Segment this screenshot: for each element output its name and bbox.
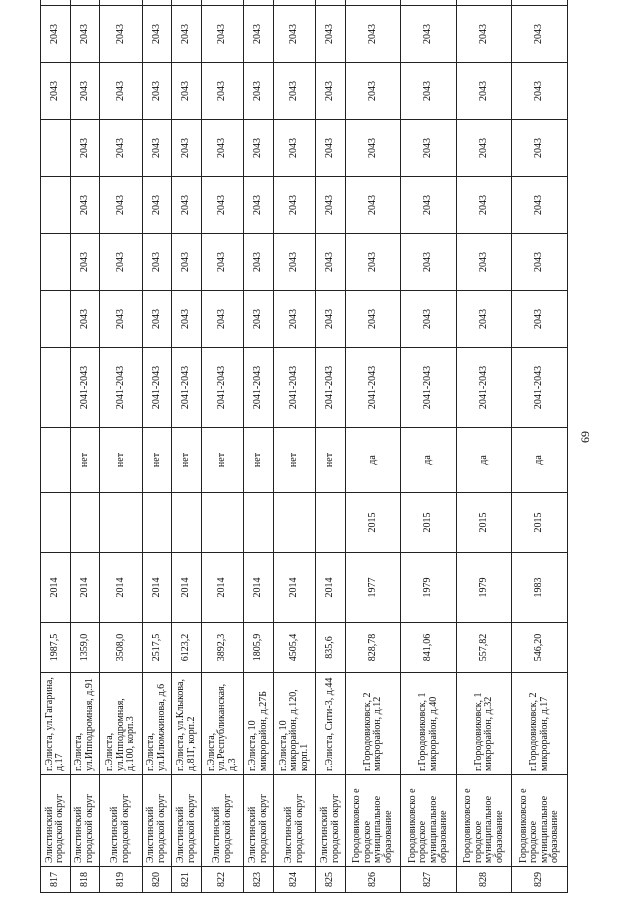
page-number: 69 <box>578 431 592 443</box>
year-cell-d: 2043 <box>142 120 172 177</box>
row-number: 818 <box>70 867 100 893</box>
survey-year-cell <box>273 493 316 553</box>
build-year-cell: 2014 <box>172 553 202 623</box>
year-cell-b: 2043 <box>172 234 202 291</box>
row-number: 823 <box>244 867 274 893</box>
row-number: 825 <box>316 867 346 893</box>
row-number: 824 <box>273 867 316 893</box>
address-cell: г.Элиста, ул.Илюмжинова, д.6 <box>142 673 172 775</box>
build-year-cell: 2014 <box>100 553 143 623</box>
municipality-cell: Городовиковско е городское муниципальное образование <box>346 775 401 867</box>
year-cell-e: 2043 <box>456 63 511 120</box>
year-cell-d: 2043 <box>316 120 346 177</box>
flag-cell: нет <box>273 428 316 493</box>
table-row <box>346 0 401 893</box>
row-number: 822 <box>201 867 244 893</box>
period-cell: 2041-2043 <box>100 348 143 428</box>
survey-year-cell <box>142 493 172 553</box>
table-row <box>244 0 274 893</box>
period-cell <box>41 348 71 428</box>
year-cell-e: 2043 <box>346 63 401 120</box>
period-cell: 2041-2043 <box>201 348 244 428</box>
flag-cell: нет <box>172 428 202 493</box>
survey-year-cell <box>100 493 143 553</box>
year-cell-a: 2043 <box>244 291 274 348</box>
year-cell-c: 2043 <box>401 177 456 234</box>
table-row <box>172 0 202 893</box>
year-cell-a: 2043 <box>512 291 568 348</box>
year-cell-g <box>142 0 172 6</box>
year-cell-c: 2043 <box>142 177 172 234</box>
period-cell: 2041-2043 <box>273 348 316 428</box>
period-cell: 2041-2043 <box>456 348 511 428</box>
year-cell-b: 2043 <box>273 234 316 291</box>
municipality-cell: Элистинский городской округ <box>201 775 244 867</box>
build-year-cell: 2014 <box>70 553 100 623</box>
year-cell-e: 2043 <box>41 63 71 120</box>
row-number: 819 <box>100 867 143 893</box>
year-cell-e: 2043 <box>316 63 346 120</box>
period-cell: 2041-2043 <box>142 348 172 428</box>
build-year-cell: 1977 <box>346 553 401 623</box>
year-cell-b <box>41 234 71 291</box>
year-cell-g <box>172 0 202 6</box>
year-cell-b: 2043 <box>456 234 511 291</box>
area-cell: 1805,9 <box>244 623 274 673</box>
row-number: 828 <box>456 867 511 893</box>
flag-cell: нет <box>100 428 143 493</box>
area-cell: 1359,0 <box>70 623 100 673</box>
address-cell: г.Городовиковск, 1 микрорайон, д.32 <box>456 673 511 775</box>
table-row <box>401 0 456 893</box>
year-cell-g <box>316 0 346 6</box>
municipality-cell: Элистинский городской округ <box>70 775 100 867</box>
year-cell-d: 2043 <box>201 120 244 177</box>
area-cell: 835,6 <box>316 623 346 673</box>
year-cell-d: 2043 <box>244 120 274 177</box>
municipality-cell: Городовиковско е городское муниципальное образование <box>401 775 456 867</box>
year-cell-d: 2043 <box>512 120 568 177</box>
year-cell-c: 2043 <box>273 177 316 234</box>
year-cell-c: 2043 <box>100 177 143 234</box>
area-cell: 2517,5 <box>142 623 172 673</box>
year-cell-c: 2043 <box>512 177 568 234</box>
build-year-cell: 2014 <box>316 553 346 623</box>
build-year-cell: 2014 <box>41 553 71 623</box>
period-cell: 2041-2043 <box>512 348 568 428</box>
area-cell: 546,20 <box>512 623 568 673</box>
build-year-cell: 2014 <box>273 553 316 623</box>
rotated-table-container <box>40 8 568 893</box>
year-cell-a: 2043 <box>172 291 202 348</box>
year-cell-c <box>41 177 71 234</box>
year-cell-d: 2043 <box>273 120 316 177</box>
year-cell-a: 2043 <box>142 291 172 348</box>
year-cell-f: 2043 <box>401 6 456 63</box>
year-cell-f: 2043 <box>244 6 274 63</box>
year-cell-d: 2043 <box>70 120 100 177</box>
year-cell-f: 2043 <box>70 6 100 63</box>
flag-cell: нет <box>70 428 100 493</box>
year-cell-a: 2043 <box>100 291 143 348</box>
survey-year-cell <box>70 493 100 553</box>
year-cell-b: 2043 <box>346 234 401 291</box>
table-row <box>70 0 100 893</box>
address-cell: г.Элиста, 10 микрорайон, д.27Б <box>244 673 274 775</box>
municipality-cell: Элистинский городской округ <box>316 775 346 867</box>
year-cell-f: 2043 <box>201 6 244 63</box>
year-cell-f: 2043 <box>512 6 568 63</box>
year-cell-a: 2043 <box>316 291 346 348</box>
row-number: 826 <box>346 867 401 893</box>
year-cell-g <box>401 0 456 6</box>
address-cell: г.Городовиковск, 1 микрорайон, д.40 <box>401 673 456 775</box>
municipality-cell: Элистинский городской округ <box>100 775 143 867</box>
address-cell: г.Городовиковск, 2 микрорайон, д.17 <box>512 673 568 775</box>
year-cell-g <box>244 0 274 6</box>
survey-year-cell: 2015 <box>456 493 511 553</box>
address-cell: г.Элиста, 10 микрорайон, д.120, корп.1 <box>273 673 316 775</box>
build-year-cell: 1979 <box>456 553 511 623</box>
row-number: 821 <box>172 867 202 893</box>
year-cell-b: 2043 <box>512 234 568 291</box>
year-cell-g <box>273 0 316 6</box>
municipality-cell: Городовиковско е городское муниципальное образование <box>512 775 568 867</box>
area-cell: 841,06 <box>401 623 456 673</box>
area-cell: 3508,0 <box>100 623 143 673</box>
municipality-cell: Элистинский городской округ <box>41 775 71 867</box>
flag-cell: да <box>456 428 511 493</box>
year-cell-e: 2043 <box>172 63 202 120</box>
address-cell: г.Элиста, ул.Гагарина, д.17 <box>41 673 71 775</box>
area-cell: 3892,3 <box>201 623 244 673</box>
table-row <box>512 0 568 893</box>
period-cell: 2041-2043 <box>316 348 346 428</box>
year-cell-b: 2043 <box>316 234 346 291</box>
area-cell: 1987,5 <box>41 623 71 673</box>
year-cell-c: 2043 <box>70 177 100 234</box>
flag-cell: нет <box>244 428 274 493</box>
survey-year-cell: 2015 <box>401 493 456 553</box>
period-cell: 2041-2043 <box>401 348 456 428</box>
address-cell: г.Городовиковск, 2 микрорайон, д.12 <box>346 673 401 775</box>
table-row <box>41 0 71 893</box>
year-cell-g <box>70 0 100 6</box>
table-body <box>41 0 568 893</box>
year-cell-g <box>512 0 568 6</box>
year-cell-f: 2043 <box>346 6 401 63</box>
year-cell-d: 2043 <box>172 120 202 177</box>
year-cell-c: 2043 <box>456 177 511 234</box>
area-cell: 557,82 <box>456 623 511 673</box>
address-cell: г.Элиста, Сити-3, д.44 <box>316 673 346 775</box>
build-year-cell: 2014 <box>142 553 172 623</box>
municipality-cell: Элистинский городской округ <box>172 775 202 867</box>
address-cell: г.Элиста, ул.Клыкова, д.81Г, корп.2 <box>172 673 202 775</box>
year-cell-b: 2043 <box>100 234 143 291</box>
table-row <box>273 0 316 893</box>
address-cell: г.Элиста, ул.Ипподромная, д.91 <box>70 673 100 775</box>
year-cell-a <box>41 291 71 348</box>
build-year-cell: 2014 <box>201 553 244 623</box>
year-cell-d: 2043 <box>456 120 511 177</box>
year-cell-f: 2043 <box>316 6 346 63</box>
survey-year-cell <box>41 493 71 553</box>
year-cell-d: 2043 <box>346 120 401 177</box>
survey-year-cell <box>172 493 202 553</box>
year-cell-g <box>456 0 511 6</box>
year-cell-a: 2043 <box>273 291 316 348</box>
table-row <box>201 0 244 893</box>
year-cell-b: 2043 <box>70 234 100 291</box>
area-cell: 4505,4 <box>273 623 316 673</box>
year-cell-f: 2043 <box>142 6 172 63</box>
year-cell-f: 2043 <box>172 6 202 63</box>
table-row <box>316 0 346 893</box>
flag-cell: да <box>346 428 401 493</box>
flag-cell: нет <box>316 428 346 493</box>
area-cell: 6123,2 <box>172 623 202 673</box>
year-cell-a: 2043 <box>456 291 511 348</box>
year-cell-b: 2043 <box>142 234 172 291</box>
flag-cell <box>41 428 71 493</box>
address-cell: г.Элиста, ул.Республиканская, д.3 <box>201 673 244 775</box>
housing-repair-table <box>40 0 568 893</box>
municipality-cell: Элистинский городской округ <box>273 775 316 867</box>
year-cell-d: 2043 <box>401 120 456 177</box>
year-cell-c: 2043 <box>201 177 244 234</box>
table-row <box>100 0 143 893</box>
flag-cell: да <box>512 428 568 493</box>
period-cell: 2041-2043 <box>70 348 100 428</box>
flag-cell: да <box>401 428 456 493</box>
build-year-cell: 1983 <box>512 553 568 623</box>
address-cell: г.Элиста, ул.Ипподромная, д.100, корп.3 <box>100 673 143 775</box>
year-cell-f: 2043 <box>273 6 316 63</box>
year-cell-b: 2043 <box>401 234 456 291</box>
survey-year-cell: 2015 <box>512 493 568 553</box>
survey-year-cell <box>316 493 346 553</box>
year-cell-a: 2043 <box>346 291 401 348</box>
year-cell-c: 2043 <box>172 177 202 234</box>
year-cell-g <box>41 0 71 6</box>
row-number: 829 <box>512 867 568 893</box>
year-cell-f: 2043 <box>41 6 71 63</box>
row-number: 827 <box>401 867 456 893</box>
period-cell: 2041-2043 <box>244 348 274 428</box>
survey-year-cell <box>244 493 274 553</box>
period-cell: 2041-2043 <box>172 348 202 428</box>
year-cell-b: 2043 <box>201 234 244 291</box>
table-row <box>456 0 511 893</box>
year-cell-e: 2043 <box>401 63 456 120</box>
flag-cell: нет <box>201 428 244 493</box>
year-cell-b: 2043 <box>244 234 274 291</box>
year-cell-a: 2043 <box>70 291 100 348</box>
year-cell-e: 2043 <box>100 63 143 120</box>
year-cell-e: 2043 <box>512 63 568 120</box>
build-year-cell: 1979 <box>401 553 456 623</box>
year-cell-d <box>41 120 71 177</box>
year-cell-e: 2043 <box>142 63 172 120</box>
build-year-cell: 2014 <box>244 553 274 623</box>
year-cell-g <box>346 0 401 6</box>
survey-year-cell: 2015 <box>346 493 401 553</box>
municipality-cell: Элистинский городской округ <box>244 775 274 867</box>
year-cell-g <box>201 0 244 6</box>
municipality-cell: Городовиковско е городское муниципальное образование <box>456 775 511 867</box>
area-cell: 828,78 <box>346 623 401 673</box>
year-cell-c: 2043 <box>244 177 274 234</box>
year-cell-a: 2043 <box>401 291 456 348</box>
year-cell-c: 2043 <box>346 177 401 234</box>
municipality-cell: Элистинский городской округ <box>142 775 172 867</box>
row-number: 820 <box>142 867 172 893</box>
year-cell-c: 2043 <box>316 177 346 234</box>
year-cell-e: 2043 <box>244 63 274 120</box>
year-cell-e: 2043 <box>201 63 244 120</box>
year-cell-a: 2043 <box>201 291 244 348</box>
survey-year-cell <box>201 493 244 553</box>
year-cell-e: 2043 <box>273 63 316 120</box>
year-cell-e: 2043 <box>70 63 100 120</box>
table-row <box>142 0 172 893</box>
year-cell-g <box>100 0 143 6</box>
row-number: 817 <box>41 867 71 893</box>
year-cell-f: 2043 <box>100 6 143 63</box>
year-cell-d: 2043 <box>100 120 143 177</box>
flag-cell: нет <box>142 428 172 493</box>
period-cell: 2041-2043 <box>346 348 401 428</box>
year-cell-f: 2043 <box>456 6 511 63</box>
